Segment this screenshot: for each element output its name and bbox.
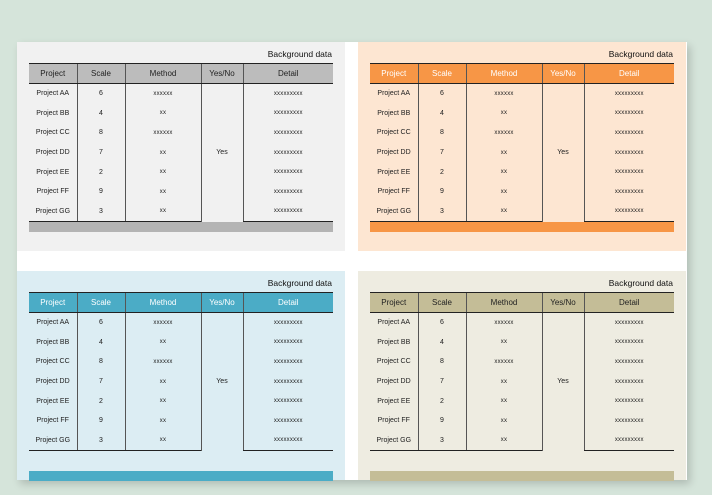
cell-detail: xxxxxxxxx — [584, 123, 674, 143]
cell-scale: 7 — [77, 372, 125, 392]
cell-method: xx — [125, 104, 201, 124]
cell-project: Project BB — [36, 338, 70, 346]
header-yes-no: Yes/No — [201, 293, 243, 313]
table-panel-gray — [17, 42, 345, 251]
cell-scale: 4 — [77, 104, 125, 124]
cell-detail: xxxxxxxxx — [584, 431, 674, 451]
cell-detail: xxxxxxxxx — [584, 333, 674, 353]
cell-project: Project DD — [376, 378, 411, 386]
cell-scale: 2 — [418, 162, 466, 182]
table-panel-tan — [358, 271, 686, 480]
cell-project: Project AA — [377, 319, 411, 327]
cell-method: xxxxxx — [125, 352, 201, 372]
cell-project: Project DD — [376, 149, 411, 157]
worksheet — [17, 42, 687, 480]
table-row — [370, 143, 674, 163]
table-footer-bar — [29, 471, 333, 481]
panel-title: Background data — [267, 49, 332, 59]
cell-project: Project BB — [36, 109, 70, 117]
cell-scale: 8 — [418, 123, 466, 143]
header-yes-no: Yes/No — [542, 293, 584, 313]
cell-project: Project AA — [377, 90, 411, 98]
header-project: Project — [370, 64, 418, 84]
table-row — [29, 352, 333, 372]
cell-method: xx — [125, 143, 201, 163]
table-row — [370, 333, 674, 353]
cell-scale: 3 — [418, 202, 466, 222]
table-row — [370, 352, 674, 372]
cell-detail: xxxxxxxxx — [584, 411, 674, 431]
cell-method: xx — [466, 333, 542, 353]
cell-scale: 7 — [418, 143, 466, 163]
cell-scale: 8 — [77, 352, 125, 372]
cell-scale: 6 — [77, 84, 125, 104]
cell-method: xx — [125, 372, 201, 392]
cell-project: Project DD — [35, 378, 70, 386]
cell-scale: 6 — [77, 313, 125, 333]
cell-scale: 7 — [418, 372, 466, 392]
cell-method: xx — [125, 431, 201, 451]
table-row — [370, 431, 674, 451]
header-method: Method — [125, 293, 201, 313]
cell-scale: 4 — [418, 333, 466, 353]
cell-method: xx — [466, 182, 542, 202]
cell-method: xx — [466, 104, 542, 124]
table-row — [29, 391, 333, 411]
cell-method: xx — [125, 333, 201, 353]
cell-method: xx — [125, 411, 201, 431]
cell-detail: xxxxxxxxx — [584, 182, 674, 202]
header-method: Method — [466, 64, 542, 84]
cell-method: xx — [466, 411, 542, 431]
header-yes-no: Yes/No — [542, 64, 584, 84]
panel-title: Background data — [267, 278, 332, 288]
table-row — [370, 411, 674, 431]
header-detail: Detail — [584, 64, 674, 84]
cell-detail: xxxxxxxxx — [584, 352, 674, 372]
table-row — [29, 313, 333, 333]
cell-scale: 6 — [418, 313, 466, 333]
cell-scale: 4 — [418, 104, 466, 124]
data-table — [370, 63, 674, 222]
table-row — [29, 84, 333, 104]
cell-detail: xxxxxxxxx — [243, 352, 333, 372]
cell-project: Project EE — [377, 168, 411, 176]
cell-scale: 3 — [418, 431, 466, 451]
cell-method: xx — [466, 431, 542, 451]
table-row — [370, 202, 674, 222]
table-row — [29, 333, 333, 353]
header-detail: Detail — [584, 293, 674, 313]
cell-project: Project BB — [377, 109, 411, 117]
header-yes-no: Yes/No — [201, 64, 243, 84]
cell-detail: xxxxxxxxx — [243, 431, 333, 451]
header-method: Method — [466, 293, 542, 313]
cell-detail: xxxxxxxxx — [584, 202, 674, 222]
cell-project: Project FF — [377, 417, 410, 425]
table-row — [29, 104, 333, 124]
data-table — [29, 292, 333, 451]
header-scale: Scale — [77, 64, 125, 84]
cell-method: xxxxxx — [466, 84, 542, 104]
cell-method: xx — [466, 372, 542, 392]
cell-project: Project CC — [376, 129, 411, 137]
cell-detail: xxxxxxxxx — [584, 372, 674, 392]
table-panel-orange — [358, 42, 686, 251]
table-row — [29, 431, 333, 451]
cell-project: Project AA — [36, 319, 70, 327]
cell-method: xxxxxx — [466, 313, 542, 333]
cell-detail: xxxxxxxxx — [243, 202, 333, 222]
cell-project: Project AA — [36, 90, 70, 98]
cell-method: xx — [466, 143, 542, 163]
table-header — [29, 293, 333, 313]
data-table — [370, 292, 674, 451]
cell-method: xx — [125, 162, 201, 182]
header-detail: Detail — [243, 64, 333, 84]
header-project: Project — [370, 293, 418, 313]
cell-project: Project GG — [370, 202, 418, 222]
cell-project: Project GG — [29, 202, 77, 222]
cell-scale: 2 — [418, 391, 466, 411]
cell-method: xxxxxx — [466, 352, 542, 372]
table-row — [29, 372, 333, 392]
header-project: Project — [29, 64, 77, 84]
cell-scale: 4 — [77, 333, 125, 353]
cell-scale: 3 — [77, 431, 125, 451]
cell-scale: 8 — [418, 352, 466, 372]
cell-detail: xxxxxxxxx — [243, 391, 333, 411]
table-row — [370, 313, 674, 333]
cell-detail: xxxxxxxxx — [243, 411, 333, 431]
table-row — [370, 182, 674, 202]
cell-project: Project FF — [36, 417, 69, 425]
table-header — [370, 293, 674, 313]
cell-yes-no: Yes — [542, 313, 584, 451]
cell-detail: xxxxxxxxx — [243, 313, 333, 333]
cell-scale: 2 — [77, 162, 125, 182]
cell-detail: xxxxxxxxx — [584, 391, 674, 411]
cell-scale: 9 — [418, 411, 466, 431]
cell-detail: xxxxxxxxx — [584, 313, 674, 333]
cell-project: Project CC — [35, 129, 70, 137]
cell-scale: 2 — [77, 391, 125, 411]
cell-project: Project CC — [35, 358, 70, 366]
table-footer-bar — [370, 471, 674, 481]
cell-yes-no: Yes — [201, 84, 243, 222]
cell-detail: xxxxxxxxx — [243, 372, 333, 392]
cell-scale: 8 — [77, 123, 125, 143]
cell-detail: xxxxxxxxx — [243, 162, 333, 182]
cell-scale: 3 — [77, 202, 125, 222]
cell-method: xxxxxx — [466, 123, 542, 143]
table-row — [29, 182, 333, 202]
table-row — [29, 202, 333, 222]
cell-scale: 9 — [77, 182, 125, 202]
table-panel-blue — [17, 271, 345, 480]
table-row — [370, 123, 674, 143]
cell-yes-no: Yes — [542, 84, 584, 222]
cell-detail: xxxxxxxxx — [584, 84, 674, 104]
cell-project: Project EE — [36, 168, 70, 176]
cell-scale: 6 — [418, 84, 466, 104]
table-row — [370, 372, 674, 392]
header-detail: Detail — [243, 293, 333, 313]
table-footer-bar — [370, 222, 674, 232]
cell-scale: 7 — [77, 143, 125, 163]
table-row — [370, 162, 674, 182]
table-row — [29, 143, 333, 163]
cell-detail: xxxxxxxxx — [243, 104, 333, 124]
header-project: Project — [29, 293, 77, 313]
header-scale: Scale — [77, 293, 125, 313]
data-table — [29, 63, 333, 222]
cell-detail: xxxxxxxxx — [243, 123, 333, 143]
cell-method: xx — [466, 202, 542, 222]
cell-method: xx — [125, 391, 201, 411]
table-row — [370, 84, 674, 104]
table-row — [370, 104, 674, 124]
cell-detail: xxxxxxxxx — [584, 104, 674, 124]
table-row — [29, 162, 333, 182]
header-scale: Scale — [418, 64, 466, 84]
cell-project: Project BB — [377, 338, 411, 346]
cell-project: Project CC — [376, 358, 411, 366]
cell-yes-no: Yes — [201, 313, 243, 451]
cell-method: xxxxxx — [125, 123, 201, 143]
cell-project: Project GG — [29, 431, 77, 451]
cell-method: xx — [466, 391, 542, 411]
cell-detail: xxxxxxxxx — [243, 143, 333, 163]
table-row — [29, 123, 333, 143]
cell-project: Project DD — [35, 149, 70, 157]
panel-title: Background data — [608, 278, 673, 288]
cell-detail: xxxxxxxxx — [243, 84, 333, 104]
cell-detail: xxxxxxxxx — [584, 143, 674, 163]
cell-method: xx — [466, 162, 542, 182]
cell-scale: 9 — [77, 411, 125, 431]
cell-project: Project FF — [36, 188, 69, 196]
table-header — [29, 64, 333, 84]
cell-detail: xxxxxxxxx — [243, 333, 333, 353]
cell-scale: 9 — [418, 182, 466, 202]
cell-project: Project EE — [377, 397, 411, 405]
cell-method: xxxxxx — [125, 84, 201, 104]
table-header — [370, 64, 674, 84]
cell-detail: xxxxxxxxx — [243, 182, 333, 202]
cell-project: Project GG — [370, 431, 418, 451]
table-footer-bar — [29, 222, 333, 232]
table-row — [370, 391, 674, 411]
header-method: Method — [125, 64, 201, 84]
cell-project: Project FF — [377, 188, 410, 196]
cell-method: xxxxxx — [125, 313, 201, 333]
cell-detail: xxxxxxxxx — [584, 162, 674, 182]
panel-title: Background data — [608, 49, 673, 59]
cell-method: xx — [125, 182, 201, 202]
table-row — [29, 411, 333, 431]
cell-method: xx — [125, 202, 201, 222]
header-scale: Scale — [418, 293, 466, 313]
cell-project: Project EE — [36, 397, 70, 405]
